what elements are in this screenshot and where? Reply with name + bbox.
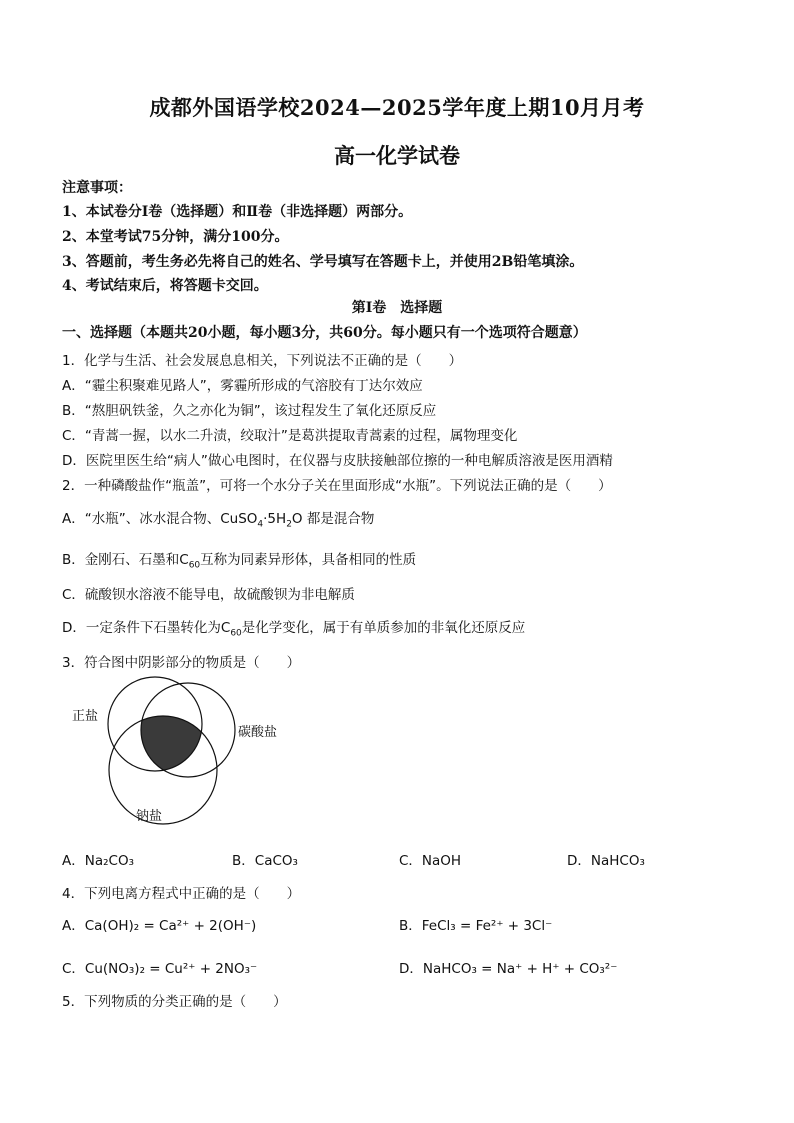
notice-item-4: 4、考试结束后，将答题卡交回。: [62, 278, 268, 294]
q2-option-c: C．硫酸钡水溶液不能导电，故硫酸钡为非电解质: [62, 587, 355, 603]
q1-stem: 1．化学与生活、社会发展息息相关，下列说法不正确的是（ ）: [62, 353, 463, 369]
q4-option-b: B．FeCl₃ = Fe²⁺ + 3Cl⁻: [399, 918, 553, 934]
q2-option-b: [62, 548, 417, 571]
q3-option-a: A．Na₂CO₃: [62, 853, 134, 869]
q2-a-sub-1: 4: [257, 519, 264, 530]
q2-b-text-2: 互称为同素异形体，具备相同的性质: [200, 552, 417, 568]
venn-label-tansuanyan: 碳酸盐: [238, 725, 278, 740]
q4-stem: 4．下列电离方程式中正确的是（ ）: [62, 886, 301, 902]
notice-item-2: 2、本堂考试75分钟，满分100分。: [62, 229, 289, 245]
q3-stem: 3．符合图中阴影部分的物质是（ ）: [62, 655, 301, 671]
section-title: 第Ⅰ卷 选择题: [351, 300, 443, 316]
notice-item-3: 3、答题前，考生务必先将自己的姓名、学号填写在答题卡上，并使用2B铅笔填涂。: [62, 254, 584, 270]
q2-d-text-1: D．一定条件下石墨转化为C: [62, 620, 231, 636]
exam-subtitle: 高一化学试卷: [334, 143, 460, 168]
q5-stem: 5．下列物质的分类正确的是（ ）: [62, 994, 287, 1010]
venn-diagram: [60, 672, 300, 832]
q2-d-sub: 60: [230, 628, 242, 639]
q2-a-text-1: A．“水瓶”、冰水混合物、CuSO: [62, 511, 258, 527]
q2-b-sub: 60: [188, 560, 201, 571]
exam-title: 成都外国语学校2024—2025学年度上期10月月考: [149, 95, 645, 120]
notice-item-1: 1、本试卷分Ⅰ卷（选择题）和Ⅱ卷（非选择题）两部分。: [62, 204, 413, 220]
q2-d-text-2: 是化学变化，属于有单质参加的非氧化还原反应: [241, 620, 526, 636]
q2-a-text-2: ·5H: [263, 511, 287, 527]
q1-option-c: C．“青蒿一握，以水二升渍，绞取汁”是葛洪提取青蒿素的过程，属物理变化: [62, 428, 518, 444]
q2-a-text-3: O 都是混合物: [291, 511, 375, 527]
q2-a-sub-2: 2: [286, 519, 292, 530]
q4-option-d: D．NaHCO₃ = Na⁺ + H⁺ + CO₃²⁻: [399, 961, 618, 977]
q1-option-d: D．医院里医生给“病人”做心电图时，在仪器与皮肤接触部位擦的一种电解质溶液是医用酒精: [62, 453, 613, 469]
q2-stem: 2．一种磷酸盐作“瓶盖”，可将一个水分子关在里面形成“水瓶”。下列说法正确的是（ ）: [62, 478, 612, 494]
q1-option-a: A．“霾尘积聚难见路人”，雾霾所形成的气溶胶有丁达尔效应: [62, 378, 423, 394]
q4-option-a: A．Ca(OH)₂ = Ca²⁺ + 2(OH⁻): [62, 918, 257, 934]
venn-label-nayan: 钠盐: [136, 809, 163, 824]
section-instruction: 一、选择题（本题共20小题，每小题3分，共60分。每小题只有一个选项符合题意）: [62, 325, 587, 341]
q1-option-b: B．“熬胆矾铁釜，久之亦化为铜”，该过程发生了氧化还原反应: [62, 403, 437, 419]
q2-option-a: [62, 507, 375, 530]
q3-option-c: C．NaOH: [399, 853, 462, 869]
q4-option-c: C．Cu(NO₃)₂ = Cu²⁺ + 2NO₃⁻: [62, 961, 258, 977]
q2-option-d: [62, 616, 526, 639]
q3-option-d: D．NaHCO₃: [567, 853, 645, 869]
venn-label-zhengyan: 正盐: [72, 709, 99, 724]
notice-heading: 注意事项：: [62, 180, 132, 196]
q3-option-b: B．CaCO₃: [232, 853, 298, 869]
q2-b-text-1: B．金刚石、石墨和C: [62, 552, 189, 568]
